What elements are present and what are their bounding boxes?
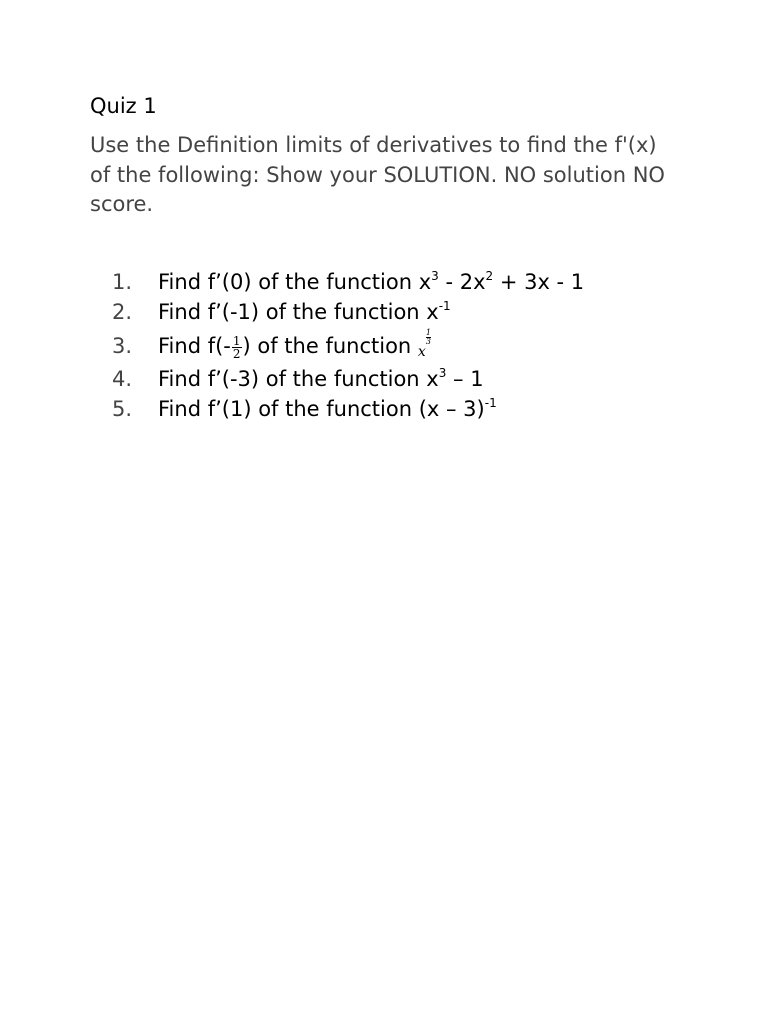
exponent: -1 [438,298,451,313]
question-item-4 [90,365,690,395]
quiz-instructions: Use the Definition limits of derivatives to find the f'(x) of the following: Show your SOLUTION. NO solution NO score. [90,133,665,216]
fraction-numerator: 1 [232,333,241,348]
question-number: 4. [112,367,133,391]
question-text [158,395,497,425]
math-variable: x [417,344,426,360]
fraction [232,335,242,360]
question-number: 1. [112,270,133,294]
exponent: 2 [485,269,494,283]
question-text-part: Find f(- [158,334,231,358]
question-text [158,298,451,328]
question-number: 2. [112,299,133,324]
question-number: 3. [112,334,133,358]
question-text-part: Find f’(-1) of the function x [158,299,439,324]
question-text-part: Find f’(1) of the function (x – 3) [158,396,485,421]
question-text-part: Find f’(-3) of the function x [158,367,439,391]
exponent-numerator: 1 [425,328,431,337]
quiz-title: Quiz 1 [90,94,157,118]
question-item-5 [90,395,690,425]
fractional-exponent [426,329,431,346]
exponent: -1 [484,395,497,410]
question-text-part: + 3x - 1 [493,270,585,294]
question-item-1 [90,268,690,298]
exponent-denominator: 3 [425,337,431,346]
question-text-part: ) of the function [242,334,418,358]
question-item-2 [90,298,690,328]
question-list [90,268,690,424]
question-number: 5. [112,396,133,421]
question-text [158,268,584,298]
question-item-3 [90,327,690,365]
question-text-part: – 1 [446,367,484,391]
exponent: 3 [431,269,439,283]
exponent: 3 [438,366,447,380]
question-text-part: Find f’(0) of the function x [158,270,432,294]
question-text [158,327,431,368]
question-text [158,365,484,395]
question-text-part: - 2x [438,270,486,294]
fraction-denominator: 2 [232,346,241,361]
